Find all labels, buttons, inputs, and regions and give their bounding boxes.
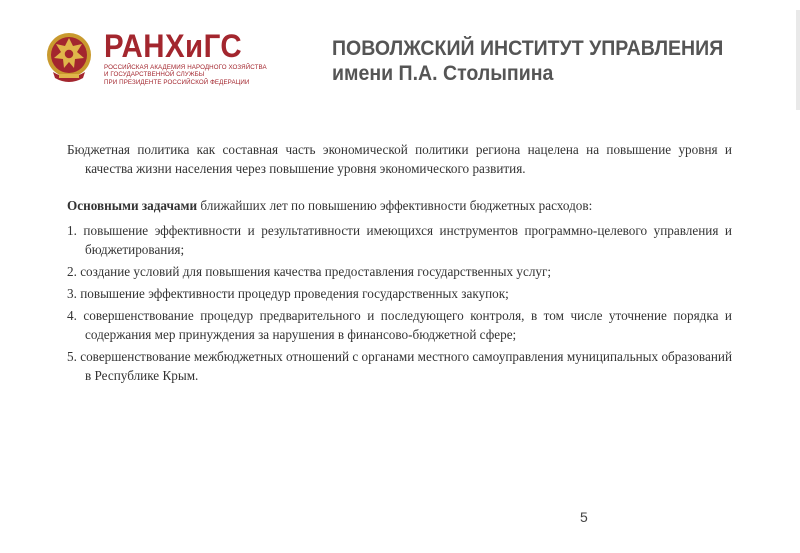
logo-sub-line: ПРИ ПРЕЗИДЕНТЕ РОССИЙСКОЙ ФЕДЕРАЦИИ — [104, 78, 250, 86]
lead-paragraph: Бюджетная политика как составная часть экономической политики региона нацелена на повышение уровня и качества жизни населения через повышение уровня экономического развития. — [67, 142, 732, 176]
page-number: 5 — [580, 509, 588, 525]
logo-title: РАНХиГС — [104, 28, 243, 64]
logo-sub-line: РОССИЙСКАЯ АКАДЕМИЯ НАРОДНОГО ХОЗЯЙСТВА — [104, 64, 267, 71]
tasks-heading-bold: Основными задачами — [67, 198, 198, 213]
list-item: 5. совершенствование межбюджетных отношений с органами местного самоуправления муниципальных образований в Республике Крым. — [67, 349, 732, 383]
list-item: 3. повышение эффективности процедур проведения государственных закупок; — [67, 286, 509, 301]
header-divider — [796, 10, 800, 110]
tasks-heading-rest: ближайших лет по повышению эффективности бюджетных расходов: — [197, 198, 593, 213]
institute-name — [332, 36, 741, 86]
slide-header — [0, 0, 800, 110]
list-item: 4. совершенствование процедур предварительного и последующего контроля, в том числе уточнение порядка и содержания мер принуждения за нарушения в финансово-бюджетной сфере; — [67, 308, 732, 342]
institute-line-2: имени П.А. Столыпина — [332, 62, 554, 85]
logo-sub-line: И ГОСУДАРСТВЕННОЙ СЛУЖБЫ — [104, 71, 205, 79]
eagle-emblem-icon — [44, 28, 94, 86]
institute-line-1: ПОВОЛЖСКИЙ ИНСТИТУТ УПРАВЛЕНИЯ — [332, 37, 724, 60]
logo-subtitle — [104, 64, 267, 86]
list-item: 2. создание условий для повышения качества предоставления государственных услуг; — [67, 264, 552, 279]
slide-body — [67, 140, 732, 388]
tasks-heading — [67, 196, 732, 215]
list-item: 1. повышение эффективности и результативности имеющихся инструментов программно-целевого управления и бюджетирования; — [67, 223, 732, 257]
ranepa-logo — [104, 28, 267, 86]
